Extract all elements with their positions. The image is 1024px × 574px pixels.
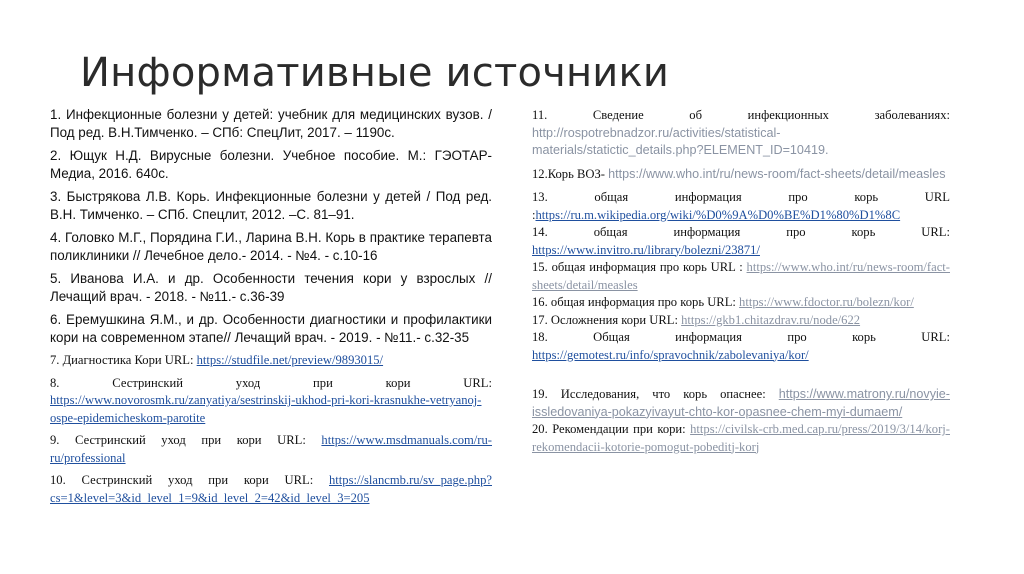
reference-14: 14. общая информация про корь URL: https://www.invitro.ru/library/bolezni/23871/ (532, 225, 950, 257)
right-reference-column (532, 107, 950, 456)
reference-6: 6. Еремушкина Я.М., и др. Особенности диагностики и профилактики кори на современном этапе// Лечащий врач. - 2019. - №11.- с.32-35 (50, 312, 492, 345)
reference-19-link[interactable]: https://www.matrony.ru/novyie-issledovaniya-pokazyivayut-chto-kor-opasnee-chem-myi-dumaem/ (532, 387, 950, 419)
reference-20-link[interactable]: https://civilsk-crb.med.cap.ru/press/2019/3/14/korj-rekomendacii-kotorie-pomogut-pobeditj-korj (532, 422, 950, 454)
reference-16: 16. общая информация про корь URL: https://www.fdoctor.ru/bolezn/kor/ (532, 295, 914, 309)
reference-19: 19. Исследования, что корь опаснее: https://www.matrony.ru/novyie-issledovaniya-pokazyivayut-chto-kor-opasnee-chem-myi-dumaem/ (532, 387, 950, 419)
reference-10: 10. Сестринский уход при кори URL: https://slancmb.ru/sv_page.php?cs=1&level=3&id_level_1=9&id_level_2=42&id_level_3=205 (50, 473, 492, 505)
reference-12: 12.Корь ВОЗ- https://www.who.int/ru/news-room/fact-sheets/detail/measles (532, 166, 946, 181)
reference-8-link[interactable]: https://www.novorosmk.ru/zanyatiya/sestrinskij-ukhod-pri-kori-krasnukhe-vetryanoj-ospe-epidemicheskom-parotite (50, 393, 482, 425)
reference-18: 18. Общая информация про корь URL: https://gemotest.ru/info/spravochnik/zabolevaniya/kor/ (532, 330, 950, 362)
reference-18-link[interactable]: https://gemotest.ru/info/spravochnik/zabolevaniya/kor/ (532, 347, 809, 362)
reference-20: 20. Рекомендации при кори: https://civilsk-crb.med.cap.ru/press/2019/3/14/korj-rekomendacii-kotorie-pomogut-pobeditj-korj (532, 422, 950, 454)
reference-17: 17. Осложнения кори URL: https://gkb1.chitazdrav.ru/node/622 (532, 312, 861, 327)
reference-10-link[interactable]: https://slancmb.ru/sv_page.php?cs=1&level=3&id_level_1=9&id_level_2=42&id_level_3=205 (50, 473, 492, 505)
reference-5: 5. Иванова И.А. и др. Особенности течения кори у взрослых // Лечащий врач. - 2018. - №11.- с.36-39 (50, 271, 492, 304)
reference-11: 11. Сведение об инфекционных заболеваниях: http://rospotrebnadzor.ru/activities/statistical-materials/statictic_details.php?ELEMENT_ID=10419. (532, 108, 950, 157)
reference-13-link[interactable]: https://ru.m.wikipedia.org/wiki/%D0%9A%D0%BE%D1%80%D1%8C (535, 207, 901, 222)
reference-15-link[interactable]: https://www.who.int/ru/news-room/fact-sheets/detail/measles (532, 260, 950, 292)
reference-7: 7. Диагностика Кори URL: https://studfile.net/preview/9893015/ (50, 353, 384, 367)
reference-3: 3. Быстрякова Л.В. Корь. Инфекционные болезни у детей / Под ред. В.Н. Тимченко. – СПб. Спецлит, 2012. –С. 81–91. (50, 189, 492, 222)
left-reference-column (50, 106, 492, 512)
reference-13: 13. общая информация про корь URL :https://ru.m.wikipedia.org/wiki/%D0%9A%D0%BE%D1%80%D1%8C (532, 190, 950, 222)
reference-11-link[interactable]: http://rospotrebnadzor.ru/activities/statistical-materials/statictic_details.php?ELEMENT_ID=10419. (532, 125, 829, 157)
reference-4: 4. Головко М.Г., Порядина Г.И., Ларина В.Н. Корь в практике терапевта поликлиники // Лечебное дело.- 2014. - №4. - с.10-16 (50, 230, 492, 263)
reference-7-link[interactable]: https://studfile.net/preview/9893015/ (196, 353, 384, 367)
reference-14-link[interactable]: https://www.invitro.ru/library/bolezni/23871/ (532, 242, 760, 257)
reference-2: 2. Ющук Н.Д. Вирусные болезни. Учебное пособие. М.: ГЭОТАР-Медиа, 2016. 640с. (50, 148, 492, 181)
slide-title: Информативные источники (80, 50, 670, 96)
reference-17-link[interactable]: https://gkb1.chitazdrav.ru/node/622 (681, 312, 861, 327)
reference-16-link[interactable]: https://www.fdoctor.ru/bolezn/kor/ (739, 295, 914, 309)
reference-1: 1. Инфекционные болезни у детей: учебник для медицинских вузов. / Под ред. В.Н.Тимченко. – СПб: СпецЛит, 2017. – 1190с. (50, 107, 492, 140)
reference-12-link[interactable]: https://www.who.int/ru/news-room/fact-sheets/detail/measles (608, 166, 946, 181)
reference-9-link[interactable]: https://www.msdmanuals.com/ru-ru/professional (50, 433, 492, 465)
reference-15: 15. общая информация про корь URL : https://www.who.int/ru/news-room/fact-sheets/detail/measles (532, 260, 950, 292)
reference-8: 8. Сестринский уход при кори URL: https://www.novorosmk.ru/zanyatiya/sestrinskij-ukhod-pri-kori-krasnukhe-vetryanoj-ospe-epidemicheskom-parotite (50, 375, 492, 425)
reference-9: 9. Сестринский уход при кори URL: https://www.msdmanuals.com/ru-ru/professional (50, 433, 492, 465)
